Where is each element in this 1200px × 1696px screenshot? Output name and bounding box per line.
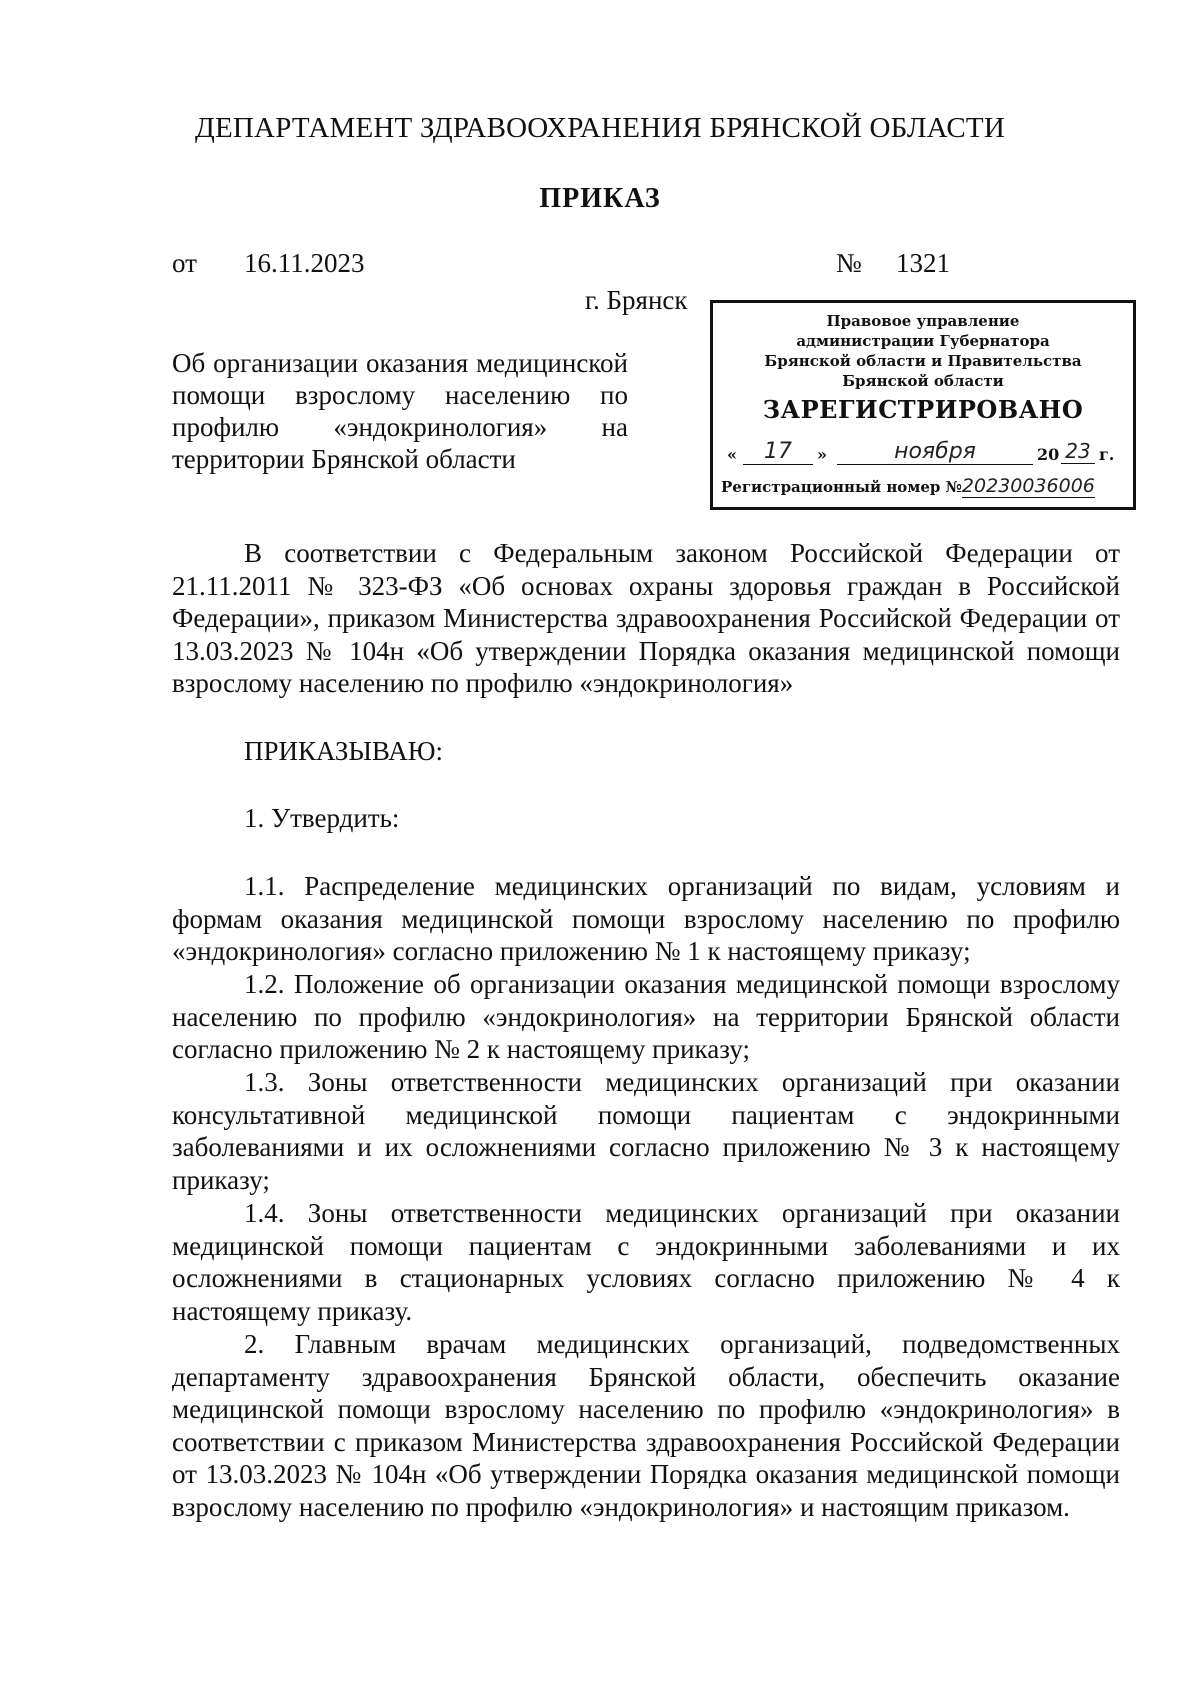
stamp-quote-close: » bbox=[817, 445, 827, 464]
item-1-2: 1.2. Положение об организации оказания медицинской помощи взрослому населению по профилю «эндокринология» на территории Брянской области согласно приложению № 2 к настоящему приказу; bbox=[172, 969, 1120, 1065]
department-name: ДЕПАРТАМЕНТ ЗДРАВООХРАНЕНИЯ БРЯНСКОЙ ОБЛАСТИ bbox=[195, 112, 1005, 144]
stamp-line-2: администрации Губернатора bbox=[796, 332, 1050, 350]
stamp-line-3: Брянской области и Правительства bbox=[764, 352, 1082, 370]
stamp-reg-number: 20230036006 bbox=[961, 475, 1095, 497]
stamp-date-row bbox=[727, 439, 1123, 469]
preamble-paragraph: В соответствии с Федеральным законом Российской Федерации от 21.11.2011 № 323-ФЗ «Об основах охраны здоровья граждан в Российской Федерации», приказом Министерства здравоохранения Российской Федерации от 13.03.2023 № 104н «Об утверждении Порядка оказания медицинской помощи взрослому населению по профилю «эндокринология» bbox=[172, 538, 1120, 699]
stamp-year-unit: г. bbox=[1099, 445, 1115, 464]
stamp-registered: ЗАРЕГИСТРИРОВАНО bbox=[762, 395, 1084, 424]
stamp-year-prefix: 20 bbox=[1037, 445, 1060, 464]
stamp-year-suffix: 23 bbox=[1061, 439, 1095, 464]
order-word: ПРИКАЗЫВАЮ: bbox=[244, 736, 443, 766]
city-name: г. Брянск bbox=[585, 285, 688, 315]
stamp-month: ноября bbox=[837, 439, 1033, 465]
stamp-line-1: Правовое управление bbox=[826, 312, 1020, 330]
stamp-line-4: Брянской области bbox=[842, 372, 1004, 390]
date-label: от bbox=[172, 248, 197, 278]
stamp-reg-label: Регистрационный номер № bbox=[721, 478, 962, 496]
order-number: 1321 bbox=[896, 248, 950, 278]
registration-stamp bbox=[710, 300, 1136, 510]
number-label: № bbox=[836, 248, 862, 278]
order-date: 16.11.2023 bbox=[244, 248, 365, 278]
item-1-1: 1.1. Распределение медицинских организаций по видам, условиям и формам оказания медицинской помощи взрослому населению по профилю «эндокринология» согласно приложению № 1 к настоящему приказу; bbox=[172, 871, 1120, 967]
item-2: 2. Главным врачам медицинских организаций, подведомственных департаменту здравоохранения Брянской области, обеспечить оказание медицинской помощи взрослому населению по профилю «эндокринология» в соответствии с приказом Министерства здравоохранения Российской Федерации от 13.03.2023 № 104н «Об утверждении Порядка оказания медицинской помощи взрослому населению по профилю «эндокринология» и настоящим приказом. bbox=[172, 1329, 1120, 1522]
order-subject: Об организации оказания медицинской помощи взрослому населению по профилю «эндокринология» на территории Брянской области bbox=[172, 348, 628, 474]
item-1-3: 1.3. Зоны ответственности медицинских организаций при оказании консультативной медицинской помощи пациентам с эндокринными заболеваниями и их осложнениями согласно приложению № 3 к настоящему приказу; bbox=[172, 1067, 1120, 1195]
stamp-reg-number-row bbox=[721, 475, 1131, 497]
stamp-day: 17 bbox=[743, 439, 813, 465]
item-1-4: 1.4. Зоны ответственности медицинских организаций при оказании медицинской помощи пациентам с эндокринными заболеваниями и их осложнениями в стационарных условиях согласно приложению № 4 к настоящему приказу. bbox=[172, 1198, 1120, 1326]
stamp-quote-open: « bbox=[727, 445, 737, 464]
document-type-title: ПРИКАЗ bbox=[539, 183, 661, 214]
item-1: 1. Утвердить: bbox=[244, 803, 400, 833]
